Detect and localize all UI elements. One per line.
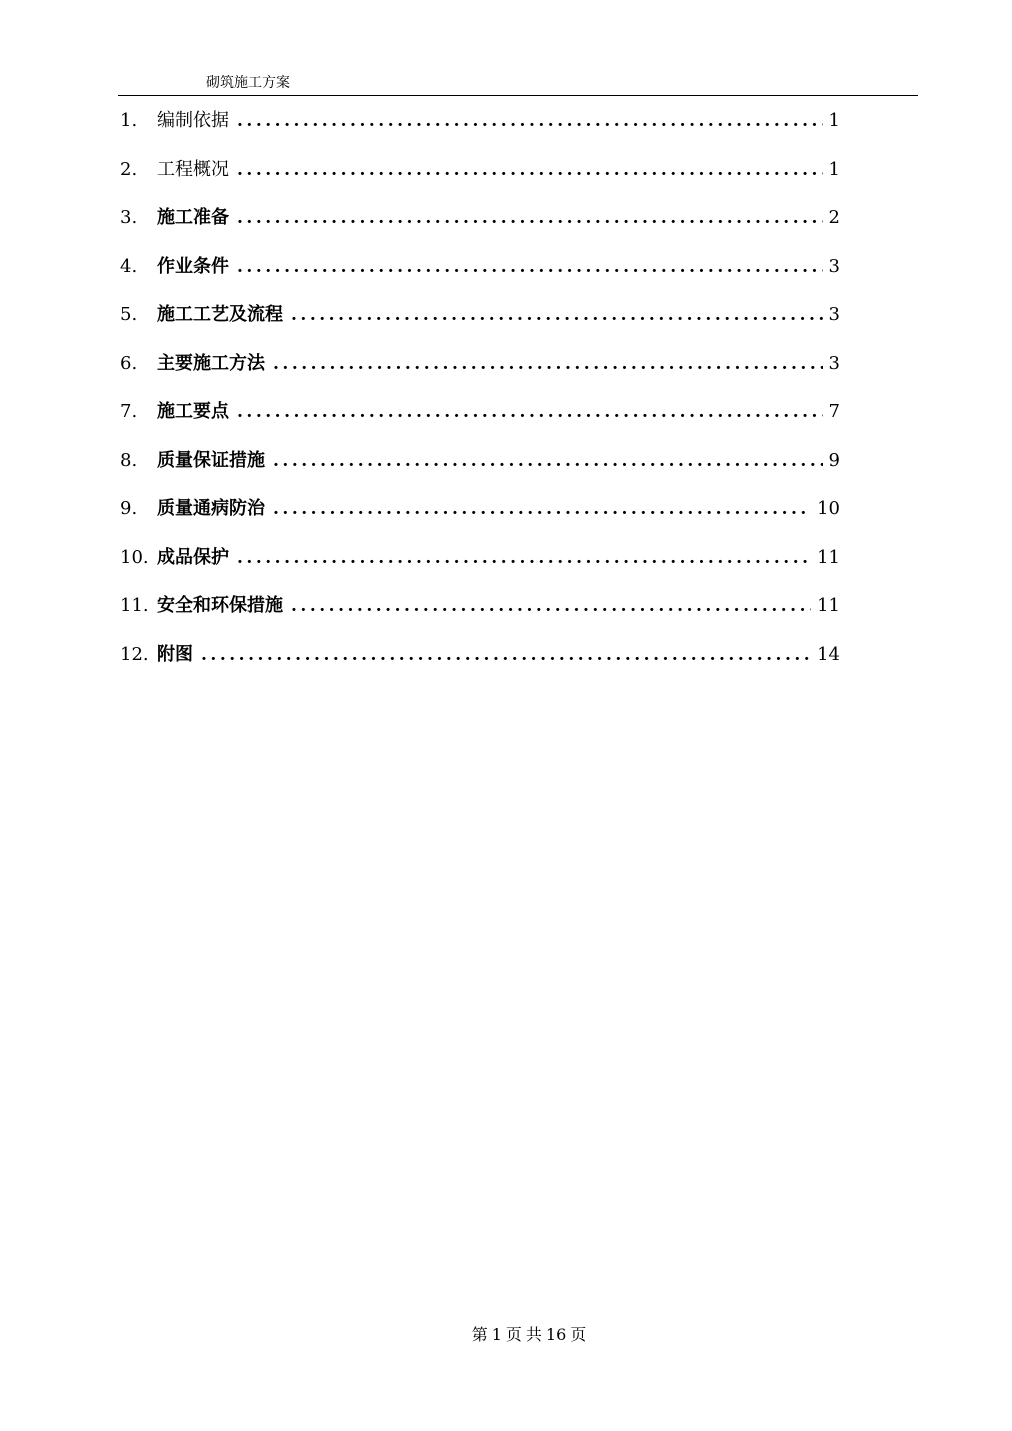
toc-number: 8. <box>120 449 138 471</box>
toc-page-number: 7 <box>828 401 840 422</box>
toc-number: 2. <box>120 158 138 180</box>
toc-dot-leader <box>273 447 823 475</box>
toc-dot-leader <box>237 204 823 232</box>
toc-number: 3. <box>120 207 138 228</box>
toc-entry-6[interactable] <box>120 350 840 399</box>
toc-entry-10[interactable] <box>120 544 840 593</box>
toc-label: 成品保护 <box>157 546 229 568</box>
toc-number: 11. <box>120 595 149 616</box>
toc-dot-leader <box>273 495 811 523</box>
toc-number: 1. <box>120 110 138 131</box>
toc-entry-3[interactable] <box>120 204 840 253</box>
toc-entry-9[interactable] <box>120 495 840 544</box>
toc-number: 7. <box>120 401 138 422</box>
toc-label: 工程概况 <box>157 158 229 180</box>
toc-page-number: 3 <box>828 304 840 325</box>
toc-dot-leader <box>237 544 811 572</box>
footer-current-page: 1 <box>491 1325 502 1344</box>
toc-entry-12[interactable] <box>120 641 840 690</box>
toc-page-number: 10 <box>817 498 840 519</box>
toc-dot-leader <box>291 301 823 329</box>
footer-prefix: 第 <box>471 1325 488 1344</box>
toc-dot-leader <box>273 350 823 378</box>
toc-page-number: 11 <box>817 595 840 616</box>
toc-number: 10. <box>120 546 149 568</box>
toc-number: 9. <box>120 498 138 519</box>
toc-number: 6. <box>120 352 138 374</box>
toc-label: 编制依据 <box>157 110 229 131</box>
footer-total-pages: 16 <box>545 1325 567 1344</box>
toc-dot-leader <box>237 398 823 426</box>
footer-page-word: 页 <box>505 1325 522 1344</box>
toc-page-number: 1 <box>828 158 840 180</box>
toc-label: 质量通病防治 <box>157 498 265 519</box>
page-footer <box>0 1325 1012 1345</box>
toc-number: 12. <box>120 643 149 665</box>
toc-page-number: 9 <box>828 449 840 471</box>
toc-label: 施工准备 <box>157 207 229 228</box>
toc-label: 附图 <box>157 643 193 665</box>
table-of-contents <box>120 107 840 689</box>
footer-suffix: 页 <box>570 1325 587 1344</box>
toc-dot-leader <box>237 253 823 281</box>
toc-label: 施工工艺及流程 <box>157 304 283 325</box>
toc-dot-leader <box>201 641 811 669</box>
toc-page-number: 2 <box>828 207 840 228</box>
toc-label: 安全和环保措施 <box>157 595 283 616</box>
toc-entry-4[interactable] <box>120 253 840 302</box>
toc-page-number: 3 <box>828 255 840 277</box>
toc-page-number: 1 <box>828 110 840 131</box>
toc-page-number: 3 <box>828 352 840 374</box>
toc-entry-1[interactable] <box>120 107 840 156</box>
toc-entry-5[interactable] <box>120 301 840 350</box>
toc-page-number: 14 <box>817 643 840 665</box>
toc-dot-leader <box>237 156 823 184</box>
toc-dot-leader <box>237 107 823 135</box>
toc-entry-8[interactable] <box>120 447 840 496</box>
toc-page-number: 11 <box>817 546 840 568</box>
toc-dot-leader <box>291 592 811 620</box>
toc-entry-2[interactable] <box>120 156 840 205</box>
toc-label: 施工要点 <box>157 401 229 422</box>
toc-entry-7[interactable] <box>120 398 840 447</box>
toc-number: 4. <box>120 255 138 277</box>
footer-total-word: 共 <box>525 1325 542 1344</box>
page-header <box>118 72 918 96</box>
toc-label: 主要施工方法 <box>157 352 265 374</box>
toc-label: 质量保证措施 <box>157 449 265 471</box>
toc-label: 作业条件 <box>157 255 229 277</box>
toc-entry-11[interactable] <box>120 592 840 641</box>
toc-number: 5. <box>120 304 138 325</box>
document-title: 砌筑施工方案 <box>206 75 290 91</box>
